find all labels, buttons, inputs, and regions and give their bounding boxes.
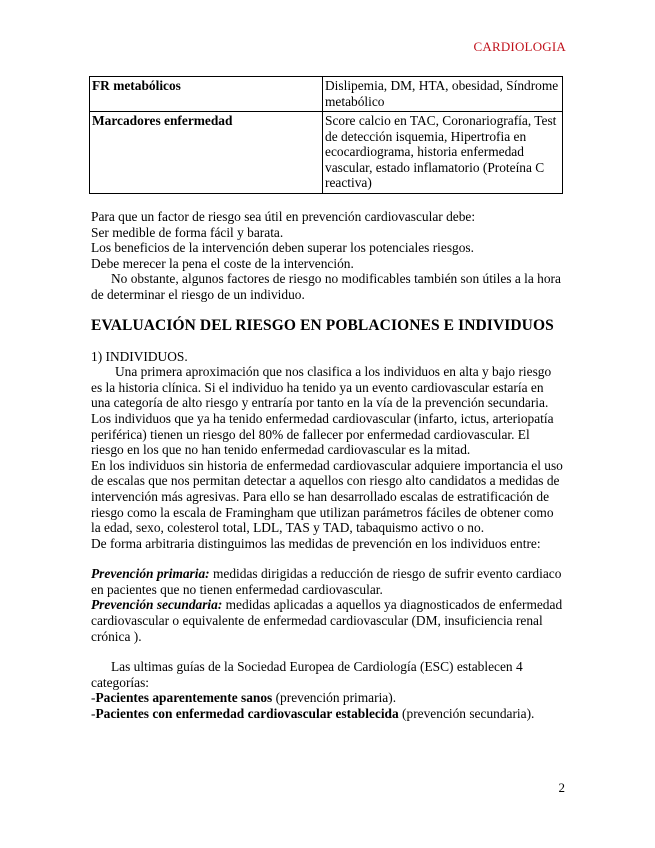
list-bullet: -: [91, 690, 96, 706]
definition-text: medidas dirigidas a reducción de riesgo de sufrir evento cardiaco en pacientes que no tienen enfermedad cardiovascular.: [91, 566, 562, 597]
definition-term: Prevención primaria:: [91, 566, 210, 582]
body-paragraph: Una primera aproximación que nos clasifica a los individuos en alta y bajo riesgo es la historia clínica. Si el individuo ha tenido ya un evento cardiovascular estaría en una categoría de alto riesgo y entraría por tanto en la vía de la prevención secundaria. Los individuos que ya ha tenido enfermedad cardiovascular (infarto, ictus, arteriopatía periférica) tienen un riesgo del 80% de fallecer por enfermedad cardiovascular. El riesgo en los que no han tenido enfermedad cardiovascular es la mitad.: [91, 364, 554, 458]
table-cell-detail: Score calcio en TAC, Coronariografía, Test de detección isquemia, Hipertrofia en ecocardiograma, historia enfermedad vascular, estado inflamatorio (Proteína C reactiva): [323, 112, 563, 194]
document-body: [91, 209, 564, 722]
body-paragraph: Las ultimas guías de la Sociedad Europea de Cardiología (ESC) establecen 4 categorías:: [91, 659, 523, 690]
table-cell-factor: FR metabólicos: [90, 77, 323, 112]
body-paragraph: De forma arbitraria distinguimos las medidas de prevención en los individuos entre:: [91, 535, 541, 551]
section-heading: EVALUACIÓN DEL RIESGO EN POBLACIONES E INDIVIDUOS: [91, 316, 554, 334]
table-row: [90, 77, 563, 112]
list-item-text: (prevención secundaria).: [398, 706, 535, 722]
intro-paragraph: No obstante, algunos factores de riesgo no modificables también son útiles a la hora de determinar el riesgo de un individuo.: [91, 271, 561, 302]
list-item: [91, 690, 564, 706]
list-item-term: Pacientes aparentemente sanos: [95, 690, 273, 706]
list-bullet: -: [91, 706, 96, 722]
intro-line: Ser medible de forma fácil y barata.: [91, 224, 284, 240]
list-item-term: Pacientes con enfermedad cardiovascular establecida: [95, 706, 399, 722]
risk-factor-table: [89, 76, 563, 194]
running-header: CARDIOLOGIA: [473, 39, 566, 54]
definition-secondary: [91, 597, 564, 644]
table-cell-factor: Marcadores enfermedad: [90, 112, 323, 194]
list-item: [91, 706, 564, 722]
page-number: 2: [558, 780, 565, 795]
definition-term: Prevención secundaria:: [91, 597, 223, 613]
intro-line: Los beneficios de la intervención deben superar los potenciales riesgos.: [91, 240, 474, 256]
subsection-heading: 1) INDIVIDUOS.: [91, 348, 188, 364]
intro-line: Para que un factor de riesgo sea útil en prevención cardiovascular debe:: [91, 209, 476, 224]
body-paragraph: En los individuos sin historia de enfermedad cardiovascular adquiere importancia el uso de escalas que nos permitan detectar a aquellos con riesgo alto candidatos a medidas de intervención más agresivas. Para ello se han desarrollado escalas de estratificación de riesgo como la escala de Framingham que utilizan parámetros fáciles de obtener como la edad, sexo, colesterol total, LDL, TAS y TAD, tabaquismo activo o no.: [91, 457, 563, 536]
definition-text: medidas aplicadas a aquellos ya diagnosticados de enfermedad cardiovascular o equivalente de enfermedad cardiovascular (DM, insuficiencia renal crónica ).: [91, 597, 563, 644]
table-row: [90, 112, 563, 194]
list-item-text: (prevención primaria).: [272, 690, 397, 706]
table-cell-detail: Dislipemia, DM, HTA, obesidad, Síndrome metabólico: [323, 77, 563, 112]
definition-primary: [91, 566, 564, 597]
intro-line: Debe merecer la pena el coste de la intervención.: [91, 255, 354, 271]
